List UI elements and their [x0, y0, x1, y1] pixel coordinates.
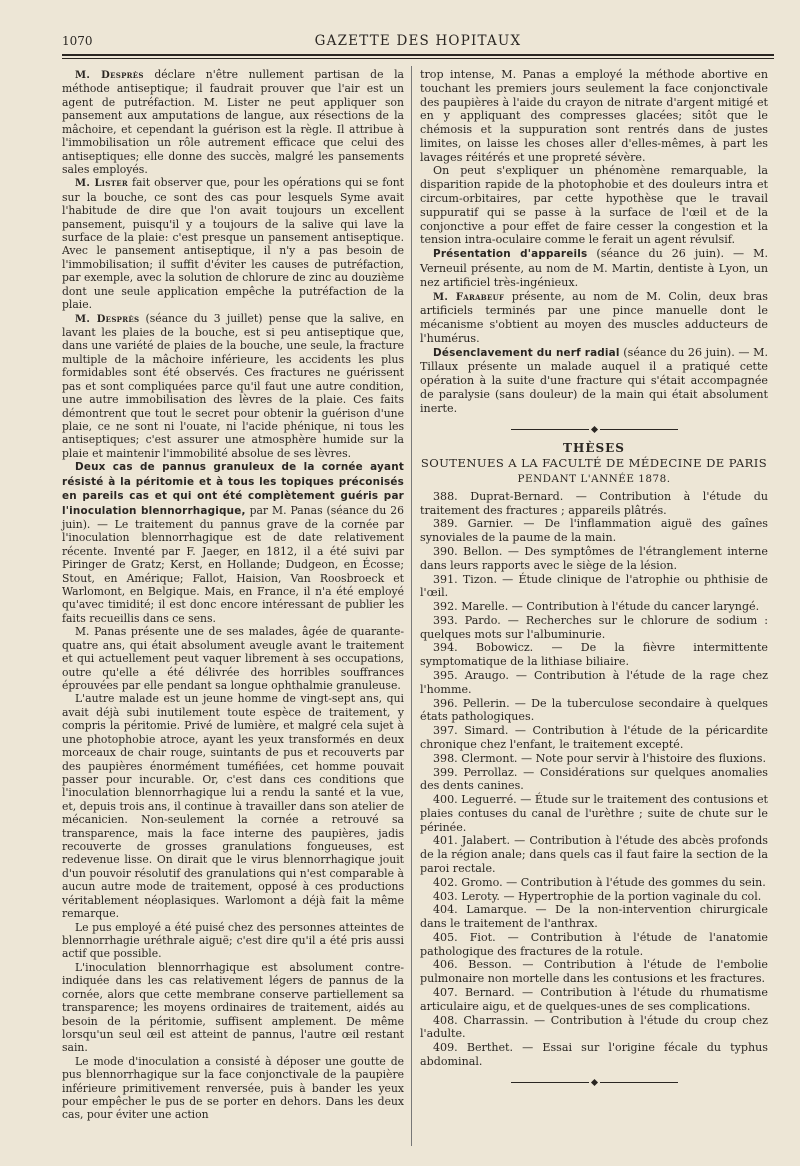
- page-header: [62, 30, 774, 58]
- thesis-entry: 391. Tizon. — Étude clinique de l'atrophie ou phthisie de l'œil.: [420, 572, 768, 600]
- paragraph: [62, 1055, 404, 1122]
- paragraph: [62, 625, 404, 692]
- thesis-entry: 395. Araugo. — Contribution à l'étude de la rage chez l'homme.: [420, 669, 768, 696]
- paragraph: [62, 460, 404, 625]
- paragraph-text: par M. Panas (séance du 26 juin). — Le traitement du pannus grave de la cornée par l'inoculation blennorrhagique est de date relativement récente. Inventé par F. Jaeger, en 1812, il a été suivi par Piringer de Gratz; Kerst, en Hollande; Dudgeon, en Écosse; Stout, en Amérique; Fallot, Haision, Van Roosbroeck et Warlomont, en Belgique. Mais, en France, il n'a été employé qu'avec timidité; il est donc encore intéressant de publier les faits recueillis dans ce sens.: [62, 503, 405, 625]
- thesis-entry: 392. Marelle. — Contribution à l'étude du cancer laryngé.: [433, 600, 760, 614]
- end-ornament: [420, 1075, 768, 1091]
- speaker-name: M. Farabeuf: [433, 291, 505, 303]
- journal-title: GAZETTE DES HOPITAUX: [314, 33, 522, 49]
- paragraph: [62, 921, 404, 961]
- thesis-entry: 399. Perrollaz. — Considérations sur quelques anomalies des dents canines.: [420, 765, 768, 793]
- paragraph-text: (séance du 3 juillet) pense que la salive, en lavant les plaies de la bouche, est si peu antiseptique que, dans une variété de plaies de la bouche, une seule, la fracture multiple de la mâchoire inférieure, les accidents les plus formidables sont été observés. Ces fractures ne guérissent pas et sont compliquées parce qu'il faut une autre condition, une autre immobilisation des lèvres de la plaie. Ces faits démontrent que tout le secret pour obtenir la guérison d'une plaie, ce ne sont ni l'ouate, ni l'acide phénique, ni tous les antiseptiques; c'est assurer une atmosphère humide sur la plaie et maintenir l'immobilité absolue de ses lèvres.: [62, 311, 404, 460]
- theses-year: PENDANT L'ANNÉE 1878.: [517, 473, 671, 486]
- paragraph-text: L'inoculation blennorrhagique est absolument contre-indiquée dans les cas relativement légers de pannus de la cornée, alors que cette membrane conserve partiellement sa transparence; les moyens ordinaires de traitement, aidés au besoin de la péritomie, suffisent amplement. De même lorsqu'un seul œil est atteint de pannus, l'autre œil restant sain.: [62, 960, 404, 1055]
- thesis-entry: 400. Leguerré. — Étude sur le traitement des contusions et plaies contuses du canal de l'urèthre ; suite de chute sur le périnée.: [420, 793, 769, 834]
- paragraph: [420, 247, 768, 289]
- thesis-entry: 402. Gromo. — Contribution à l'étude des gommes du sein.: [433, 875, 766, 889]
- thesis-entry: 396. Pellerin. — De la tuberculose secondaire à quelques états pathologiques.: [420, 696, 768, 724]
- paragraph: [62, 961, 404, 1055]
- paragraph: [420, 164, 768, 247]
- paragraph-text: déclare n'être nullement partisan de la méthode antiseptique; il faudrait prouver que l'air est un agent de putréfaction. M. Lister ne peut appliquer son pansement aux amputations de langue, aux résections de la mâchoire, et cependant la guérison est la règle. Il attribue à l'immobilisation un rôle autrement efficace que celui des antiseptiques; elle donne des succès, malgré les pansements sales employés.: [62, 68, 404, 176]
- section-ornament: [420, 422, 768, 438]
- speaker-name: M. Lister: [75, 178, 128, 190]
- column-divider: [411, 66, 412, 1146]
- paragraph: [62, 176, 404, 311]
- thesis-entry: 390. Bellon. — Des symptômes de l'étranglement interne dans leurs rapports avec le siège de la lésion.: [420, 545, 768, 572]
- section-heading: Désenclavement du nerf radial: [433, 346, 620, 359]
- paragraph-text: (séance du 26 juin). — M. Tillaux présente un malade auquel il a pratiqué cette opération à la suite d'une fracture qui s'était accompagnée de paralysie (sans douleur) de la main qui était absolument inerte.: [420, 345, 768, 415]
- paragraph: [420, 68, 768, 164]
- thesis-entry: 407. Bernard. — Contribution à l'étude du rhumatisme articulaire aigu, et de quelques-unes de ses complications.: [420, 986, 768, 1013]
- thesis-entry: 388. Duprat-Bernard. — Contribution à l'étude du traitement des fractures ; appareils plâtrés.: [420, 489, 768, 517]
- thesis-entry: 408. Charrassin. — Contribution à l'étude du croup chez l'adulte.: [420, 1013, 768, 1041]
- paragraph-text: fait observer que, pour les opérations qui se font sur la bouche, ce sont des cas pour lesquels Syme avait l'habitude de dire que l'on avait toujours un excellent pansement, puisqu'il y a toujours de la salive qui lave la surface de la plaie: c'est presque un pansement antiseptique. Avec le pansement antiseptique, il n'y a pas besoin de l'immobilisation; il suffit d'éviter les causes de putréfaction, par exemple, avec la solution de chlorure de zinc au douzième dont une seule application empêche la putréfaction de la plaie.: [62, 176, 404, 312]
- thesis-entry: 401. Jalabert. — Contribution à l'étude des abcès profonds de la région anale; dans quels cas il faut faire la section de la paroi rectale.: [420, 834, 768, 875]
- theses-title: THÈSES: [563, 440, 625, 455]
- thesis-entry: 409. Berthet. — Essai sur l'origine fécale du typhus abdominal.: [420, 1041, 768, 1068]
- thesis-entry: 404. Lamarque. — De la non-intervention chirurgicale dans le traitement de l'anthrax.: [420, 903, 768, 931]
- thesis-entry: 393. Pardo. — Recherches sur le chlorure de sodium : quelques mots sur l'albuminurie.: [420, 613, 768, 641]
- section-heading: Deux cas de pannus granuleux de la cornée ayant résisté à la péritomie et à tous les topiques préconisés en pareils cas et qui ont été complètement guéris par l'inoculation blennorrhagique,: [62, 461, 404, 517]
- thesis-entry: 403. Leroty. — Hypertrophie de la portion vaginale du col.: [433, 889, 762, 903]
- paragraph-text: On peut s'expliquer un phénomène remarquable, la disparition rapide de la photophobie et des douleurs intra et circum-orbitaires, par cette hypothèse que le travail suppuratif qui se passe à la surface de l'œil et de la conjonctive a pour effet de faire cesser la congestion et la tension intra-oculaire comme le ferait un agent révulsif.: [420, 164, 768, 247]
- header-rule: [62, 54, 774, 56]
- paragraph-text: Le pus employé a été puisé chez des personnes atteintes de blennorrhagie uréthrale aiguë; c'est dire qu'il a été pris aussi actif que possible.: [62, 920, 404, 961]
- paragraph: [62, 312, 404, 461]
- paragraph: [62, 68, 404, 176]
- thesis-entry: 389. Garnier. — De l'inflammation aiguë des gaînes synoviales de la paume de la main.: [420, 517, 768, 545]
- paragraph: [62, 692, 404, 920]
- theses-subtitle: SOUTENUES A LA FACULTÉ DE MÉDECINE DE PARIS: [420, 456, 768, 471]
- paragraph-text: Le mode d'inoculation a consisté à déposer une goutte de pus blennorrhagique sur la face conjonctivale de la paupière inférieure primitivement renversée, puis à bander les yeux pour empêcher le pus de se porter en dehors. Dans les deux cas, pour éviter une action: [62, 1054, 404, 1122]
- paragraph: [420, 290, 768, 346]
- thesis-entry: 405. Fiot. — Contribution à l'étude de l'anatomie pathologique des fractures de la rotule.: [420, 930, 768, 958]
- page-number: 1070: [62, 34, 93, 48]
- paragraph-text: M. Panas présente une de ses malades, âgée de quarante-quatre ans, qui était absolument aveugle avant le traitement et qui actuellement peut vaquer librement à ses occupations, outre qu'elle a été délivrée des horribles souffrances éprouvées par elle pendant sa longue ophthalmie granuleuse.: [62, 625, 404, 692]
- paragraph: [420, 346, 768, 416]
- speaker-name: M. Desprès: [75, 313, 140, 325]
- paragraph-text: trop intense, M. Panas a employé la méthode abortive en touchant les premiers jours seulement la face conjonctivale des paupières à l'aide du crayon de nitrate d'argent mitigé et en y appliquant des compresses glacées; sitôt que le chémosis et la suppuration sont rentrés dans de justes limites, on laisse les choses aller d'elles-mêmes, à part les lavages réitérés et une propreté sévère.: [420, 68, 768, 164]
- thesis-entry: 406. Besson. — Contribution à l'étude de l'embolie pulmonaire non mortelle dans les contusions et les fractures.: [420, 958, 768, 986]
- header-rule-thin: [62, 58, 774, 59]
- right-column: [420, 68, 768, 1095]
- thesis-entry: 394. Bobowicz. — De la fièvre intermittente symptomatique de la lithiase biliaire.: [420, 641, 768, 669]
- paragraph-text: présente, au nom de M. Colin, deux bras artificiels terminés par une pince manuelle dont le mécanisme s'obtient au moyen des muscles adducteurs de l'humérus.: [420, 289, 768, 345]
- paragraph-text: (séance du 26 juin). — M. Verneuil présente, au nom de M. Martin, dentiste à Lyon, un nez artificiel très-ingénieux.: [420, 247, 768, 289]
- left-column: [62, 68, 404, 1122]
- speaker-name: M. Desprès: [75, 70, 144, 81]
- thesis-entry: 397. Simard. — Contribution à l'étude de la péricardite chronique chez l'enfant, le traitement excepté.: [420, 724, 768, 751]
- theses-list: [420, 490, 768, 1069]
- right-paragraphs: [420, 68, 768, 416]
- section-heading: Présentation d'appareils: [433, 248, 588, 261]
- paragraph-text: L'autre malade est un jeune homme de vingt-sept ans, qui avait déjà subi inutilement toute espèce de traitement, y compris la péritomie. Privé de lumière, et malgré cela sujet à une photophobie atroce, ayant les yeux transformés en deux morceaux de chair rouge, suintants de pus et recouverts par des paupières énormément tuméfiées, cet homme pouvait passer pour incurable. Or, c'est dans ces conditions que l'inoculation blennorrhagique lui a rendu la santé et la vue, et, depuis trois ans, il continue à travailler dans son atelier de mécanicien. Non-seulement la cornée a retrouvé sa transparence, mais la face interne des paupières, jadis recouverte de grosses granulations fongueuses, est redevenue lisse. On dirait que le virus blennorrhagique jouit d'un pouvoir résolutif des granulations qui n'est comparable à aucun autre mode de traitement, opposé à ces productions véritablement néoplasiques. Warlomont a déjà fait la même remarque.: [62, 692, 404, 921]
- thesis-entry: 398. Clermont. — Note pour servir à l'histoire des fluxions.: [433, 751, 766, 765]
